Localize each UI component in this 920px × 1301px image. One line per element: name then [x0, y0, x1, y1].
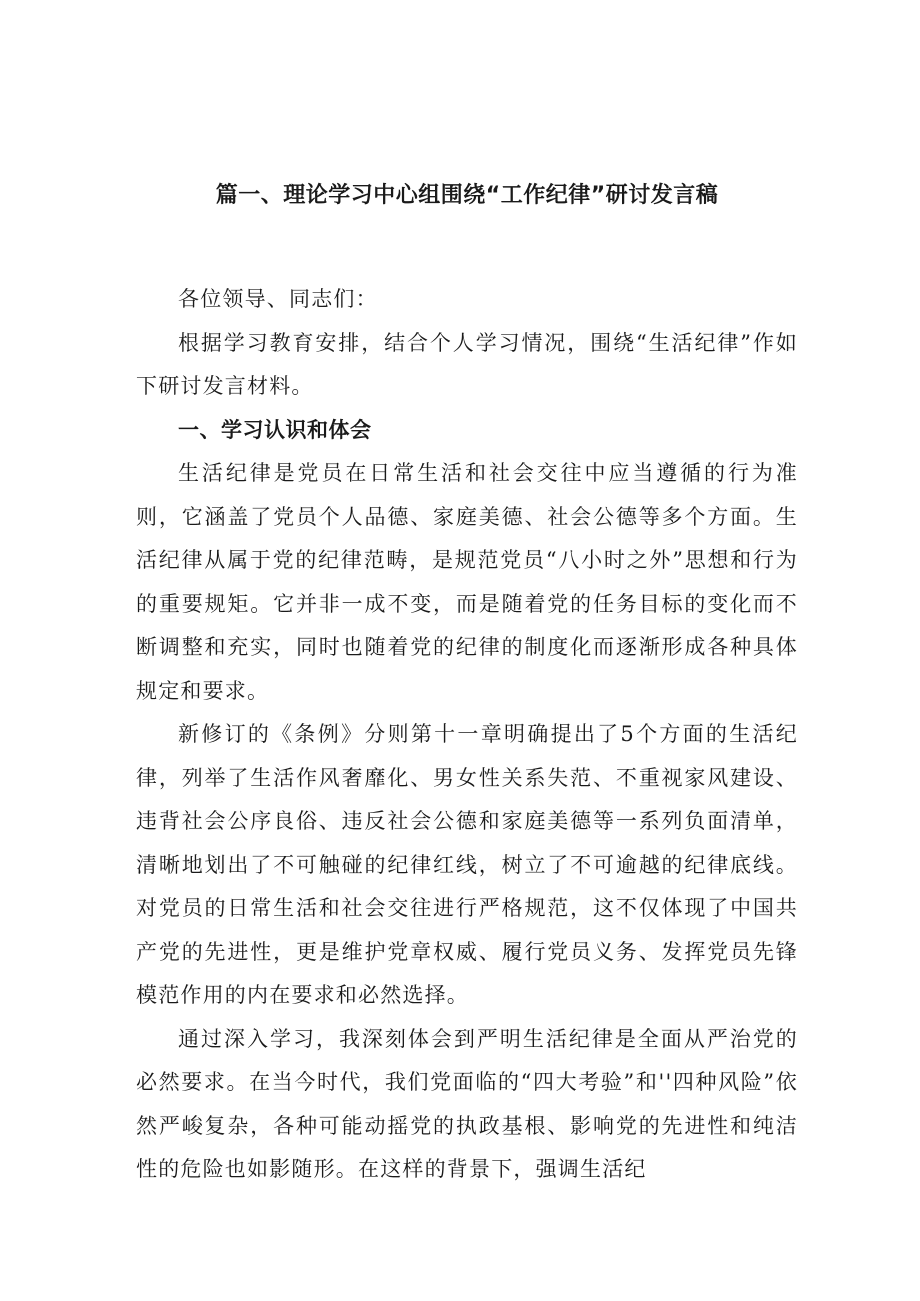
section-heading: 一、学习认识和体会 [178, 417, 372, 442]
body-paragraph-1: 生活纪律是党员在日常生活和社会交往中应当遵循的行为准则，它涵盖了党员个人品德、家庭美德、社会公德等多个方面。生活纪律从属于党的纪律范畴，是规范党员“八小时之外”思想和行为的重要规矩。它并非一成不变，而是随着党的任务目标的变化而不断调整和充实，同时也随着党的纪律的制度化而逐渐形成各种具体规定和要求。 [136, 461, 798, 703]
document-title: 篇一、理论学习中心组围绕“工作纪律”研讨发言稿 [215, 183, 719, 208]
body-paragraph-2: 新修订的《条例》分则第十一章明确提出了5个方面的生活纪律，列举了生活作风奢靡化、男女性关系失范、不重视家风建设、违背社会公序良俗、违反社会公德和家庭美德等一系列负面清单，清晰地划出了不可触碰的纪律红线，树立了不可逾越的纪律底线。对党员的日常生活和社会交往进行严格规范，这不仅体现了中国共产党的先进性，更是维护党章权威、履行党员义务、发挥党员先锋模范作用的内在要求和必然选择。 [136, 722, 798, 1007]
salutation: 各位领导、同志们： [178, 287, 378, 311]
body-paragraph-3: 通过深入学习，我深刻体会到严明生活纪律是全面从严治党的必然要求。在当今时代，我们党面临的“四大考验”和''四种风险”依然严峻复杂，各种可能动摇党的执政基根、影响党的先进性和纯洁性的危险也如影随形。在这样的背景下，强调生活纪 [136, 1026, 798, 1181]
intro-paragraph: 根据学习教育安排，结合个人学习情况，围绕“生活纪律”作如下研讨发言材料。 [136, 330, 798, 398]
